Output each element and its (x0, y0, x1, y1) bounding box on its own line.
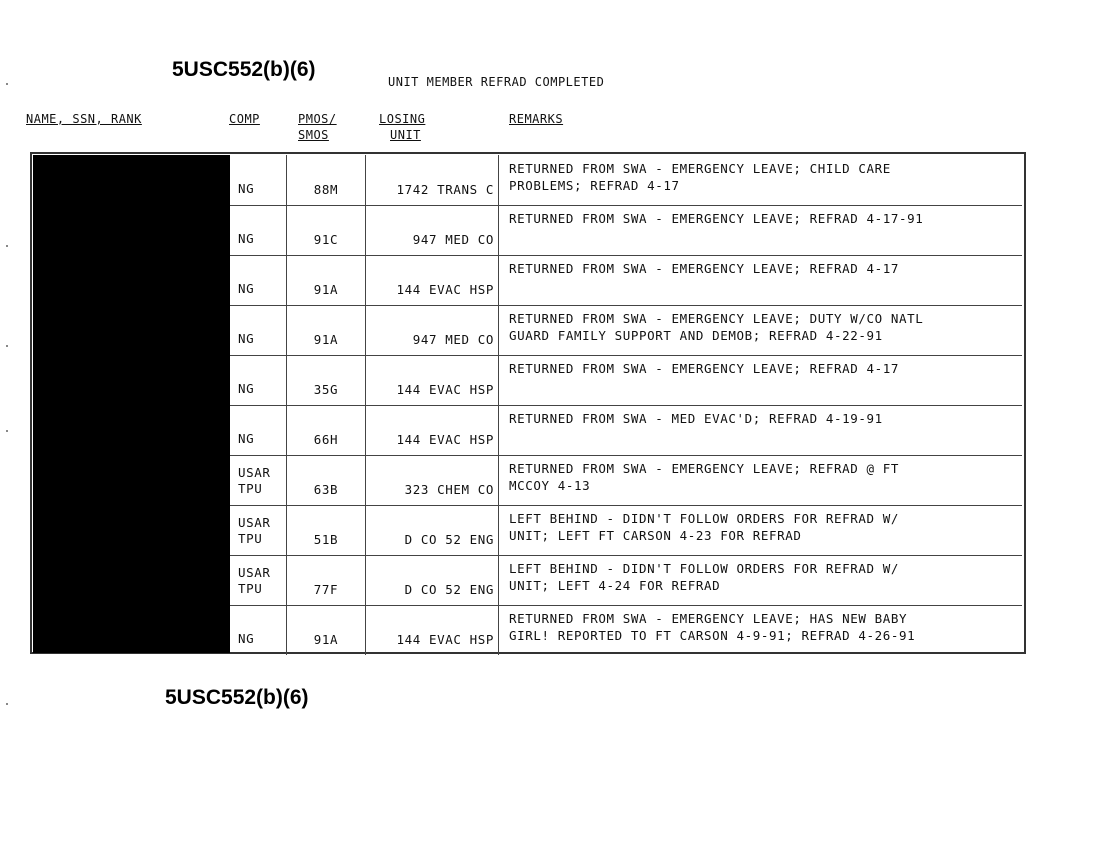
mos-value: 91A (313, 282, 339, 297)
table-row (230, 155, 1022, 206)
column-header-smos: SMOS (298, 128, 329, 142)
table-row (230, 355, 1022, 406)
remarks-cell (499, 355, 1022, 405)
remarks-cell (499, 305, 1022, 355)
losing-unit-value: 144 EVAC HSP (396, 432, 494, 447)
remarks-cell (499, 555, 1022, 605)
comp-cell (230, 405, 287, 455)
losing-unit-value: 947 MED CO (412, 332, 494, 347)
losing-unit-cell (366, 555, 499, 605)
column-header-remarks: REMARKS (509, 112, 564, 126)
table-row (230, 505, 1022, 556)
remarks-line-2: GUARD FAMILY SUPPORT AND DEMOB; REFRAD 4-22-91 (509, 327, 883, 343)
comp-value: NG (238, 431, 255, 446)
table-row (230, 605, 1022, 655)
comp-value: NG (238, 381, 255, 396)
comp-subvalue: TPU (238, 581, 263, 596)
remarks-line-1: RETURNED FROM SWA - EMERGENCY LEAVE; CHILD CARE (509, 161, 891, 176)
remarks-cell (499, 155, 1022, 205)
mos-cell (287, 155, 366, 205)
comp-value: NG (238, 331, 255, 346)
column-header-name: NAME, SSN, RANK (26, 112, 142, 126)
scan-speck (6, 345, 8, 347)
mos-value: 77F (313, 582, 339, 597)
comp-cell (230, 305, 287, 355)
exemption-label-top: 5USC552(b)(6) (172, 58, 316, 81)
comp-cell (230, 355, 287, 405)
table-row (230, 455, 1022, 506)
remarks-line-1: LEFT BEHIND - DIDN'T FOLLOW ORDERS FOR REFRAD W/ (509, 561, 900, 576)
comp-cell (230, 555, 287, 605)
remarks-cell (499, 605, 1022, 655)
mos-cell (287, 255, 366, 305)
mos-cell (287, 405, 366, 455)
losing-unit-value: 144 EVAC HSP (396, 282, 494, 297)
comp-cell (230, 155, 287, 205)
remarks-cell (499, 405, 1022, 455)
losing-unit-value: 1742 TRANS C (396, 182, 494, 197)
comp-cell (230, 205, 287, 255)
comp-value: USAR (238, 565, 271, 580)
losing-unit-value: 947 MED CO (412, 232, 494, 247)
remarks-line-1: RETURNED FROM SWA - EMERGENCY LEAVE; REFRAD 4-17 (509, 361, 900, 376)
remarks-line-1: RETURNED FROM SWA - EMERGENCY LEAVE; REFRAD 4-17 (509, 261, 900, 276)
remarks-line-2: UNIT; LEFT 4-24 FOR REFRAD (509, 577, 721, 593)
scan-speck (6, 703, 8, 705)
comp-value: NG (238, 281, 255, 296)
remarks-line-2: MCCOY 4-13 (509, 477, 591, 493)
mos-cell (287, 605, 366, 655)
mos-cell (287, 555, 366, 605)
remarks-line-1: RETURNED FROM SWA - MED EVAC'D; REFRAD 4-19-91 (509, 411, 883, 426)
scan-speck (6, 245, 8, 247)
exemption-label-bottom: 5USC552(b)(6) (165, 686, 309, 709)
mos-value: 91C (313, 232, 339, 247)
remarks-line-1: RETURNED FROM SWA - EMERGENCY LEAVE; REFRAD @ FT (509, 461, 900, 476)
mos-cell (287, 305, 366, 355)
comp-value: USAR (238, 515, 271, 530)
scan-speck (6, 430, 8, 432)
remarks-cell (499, 255, 1022, 305)
remarks-line-1: RETURNED FROM SWA - EMERGENCY LEAVE; HAS NEW BABY (509, 611, 908, 626)
comp-subvalue: TPU (238, 481, 263, 496)
losing-unit-value: 323 CHEM CO (404, 482, 494, 497)
table-row (230, 555, 1022, 606)
remarks-cell (499, 505, 1022, 555)
remarks-cell (499, 205, 1022, 255)
comp-value: USAR (238, 465, 271, 480)
mos-value: 88M (313, 182, 339, 197)
mos-cell (287, 355, 366, 405)
column-header-comp: COMP (229, 112, 260, 126)
losing-unit-cell (366, 255, 499, 305)
losing-unit-value: D CO 52 ENG (404, 582, 494, 597)
column-header-pmos: PMOS/ (298, 112, 337, 126)
remarks-line-2: GIRL! REPORTED TO FT CARSON 4-9-91; REFRAD 4-26-91 (509, 627, 916, 643)
column-header-losing: LOSING (379, 112, 426, 126)
comp-value: NG (238, 181, 255, 196)
losing-unit-cell (366, 355, 499, 405)
remarks-line-1: RETURNED FROM SWA - EMERGENCY LEAVE; REFRAD 4-17-91 (509, 211, 924, 226)
losing-unit-value: D CO 52 ENG (404, 532, 494, 547)
mos-value: 51B (313, 532, 339, 547)
losing-unit-cell (366, 155, 499, 205)
table-row (230, 405, 1022, 456)
comp-cell (230, 255, 287, 305)
column-header-unit: UNIT (390, 128, 421, 142)
mos-value: 66H (313, 432, 339, 447)
comp-value: NG (238, 631, 255, 646)
table-row (230, 255, 1022, 306)
redacted-name-column (33, 155, 230, 653)
comp-value: NG (238, 231, 255, 246)
mos-cell (287, 205, 366, 255)
comp-cell (230, 455, 287, 505)
comp-cell (230, 605, 287, 655)
losing-unit-value: 144 EVAC HSP (396, 632, 494, 647)
remarks-cell (499, 455, 1022, 505)
mos-value: 35G (313, 382, 339, 397)
comp-cell (230, 505, 287, 555)
mos-value: 63B (313, 482, 339, 497)
document-title: UNIT MEMBER REFRAD COMPLETED (388, 75, 605, 89)
remarks-line-1: LEFT BEHIND - DIDN'T FOLLOW ORDERS FOR REFRAD W/ (509, 511, 900, 526)
losing-unit-cell (366, 605, 499, 655)
mos-cell (287, 505, 366, 555)
losing-unit-value: 144 EVAC HSP (396, 382, 494, 397)
mos-value: 91A (313, 332, 339, 347)
remarks-line-1: RETURNED FROM SWA - EMERGENCY LEAVE; DUTY W/CO NATL (509, 311, 924, 326)
remarks-line-2: PROBLEMS; REFRAD 4-17 (509, 177, 680, 193)
table-row (230, 305, 1022, 356)
scan-speck (6, 83, 8, 85)
losing-unit-cell (366, 405, 499, 455)
losing-unit-cell (366, 205, 499, 255)
losing-unit-cell (366, 455, 499, 505)
mos-value: 91A (313, 632, 339, 647)
comp-subvalue: TPU (238, 531, 263, 546)
remarks-line-2: UNIT; LEFT FT CARSON 4-23 FOR REFRAD (509, 527, 802, 543)
table-row (230, 205, 1022, 256)
losing-unit-cell (366, 505, 499, 555)
mos-cell (287, 455, 366, 505)
losing-unit-cell (366, 305, 499, 355)
